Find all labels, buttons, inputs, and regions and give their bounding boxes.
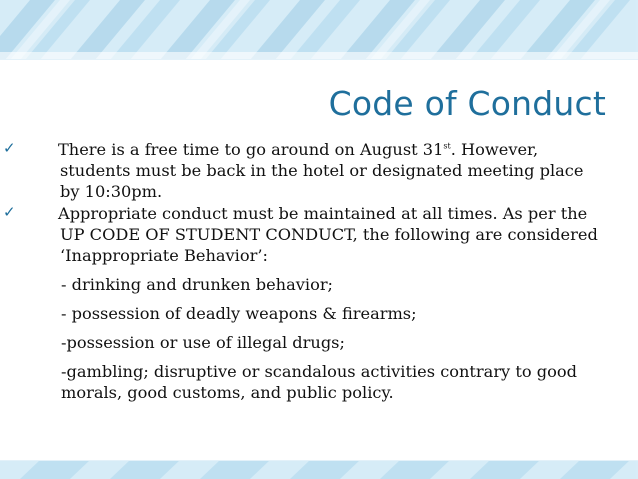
ordinal-superscript: st [443,141,451,151]
bullet-text-main: There is a free time to go around on August 31 [58,140,444,159]
bullet-item-conduct [3,203,603,266]
bullet-text: Appropriate conduct must be maintained at all times. As per the UP CODE OF STUDENT CONDUCT, the following are considered ‘Inappropriate Behavior’: [58,204,598,265]
checkmark-bullet-icon: ✓ [3,203,16,221]
slide-title: Code of Conduct [328,84,606,123]
subline-drugs: -possession or use of illegal drugs; [61,333,345,352]
bullet-text-continuation: . However, students must be back in the hotel or designated meeting place by 10:30pm. [60,140,584,201]
subline-gambling: -gambling; disruptive or scandalous activities contrary to good morals, good customs, and public policy. [61,362,577,402]
top-pattern-graphic [0,0,638,60]
slide-body [3,139,603,403]
bullet-text [60,139,603,202]
subline-weapons: - possession of deadly weapons & firearms; [61,304,417,323]
bottom-decorative-band [0,460,638,479]
subline-drinking: - drinking and drunken behavior; [61,275,334,294]
checkmark-bullet-icon: ✓ [3,139,16,157]
bullet-item-free-time [3,139,603,202]
bottom-pattern-graphic [0,460,638,479]
top-decorative-band [0,0,638,60]
